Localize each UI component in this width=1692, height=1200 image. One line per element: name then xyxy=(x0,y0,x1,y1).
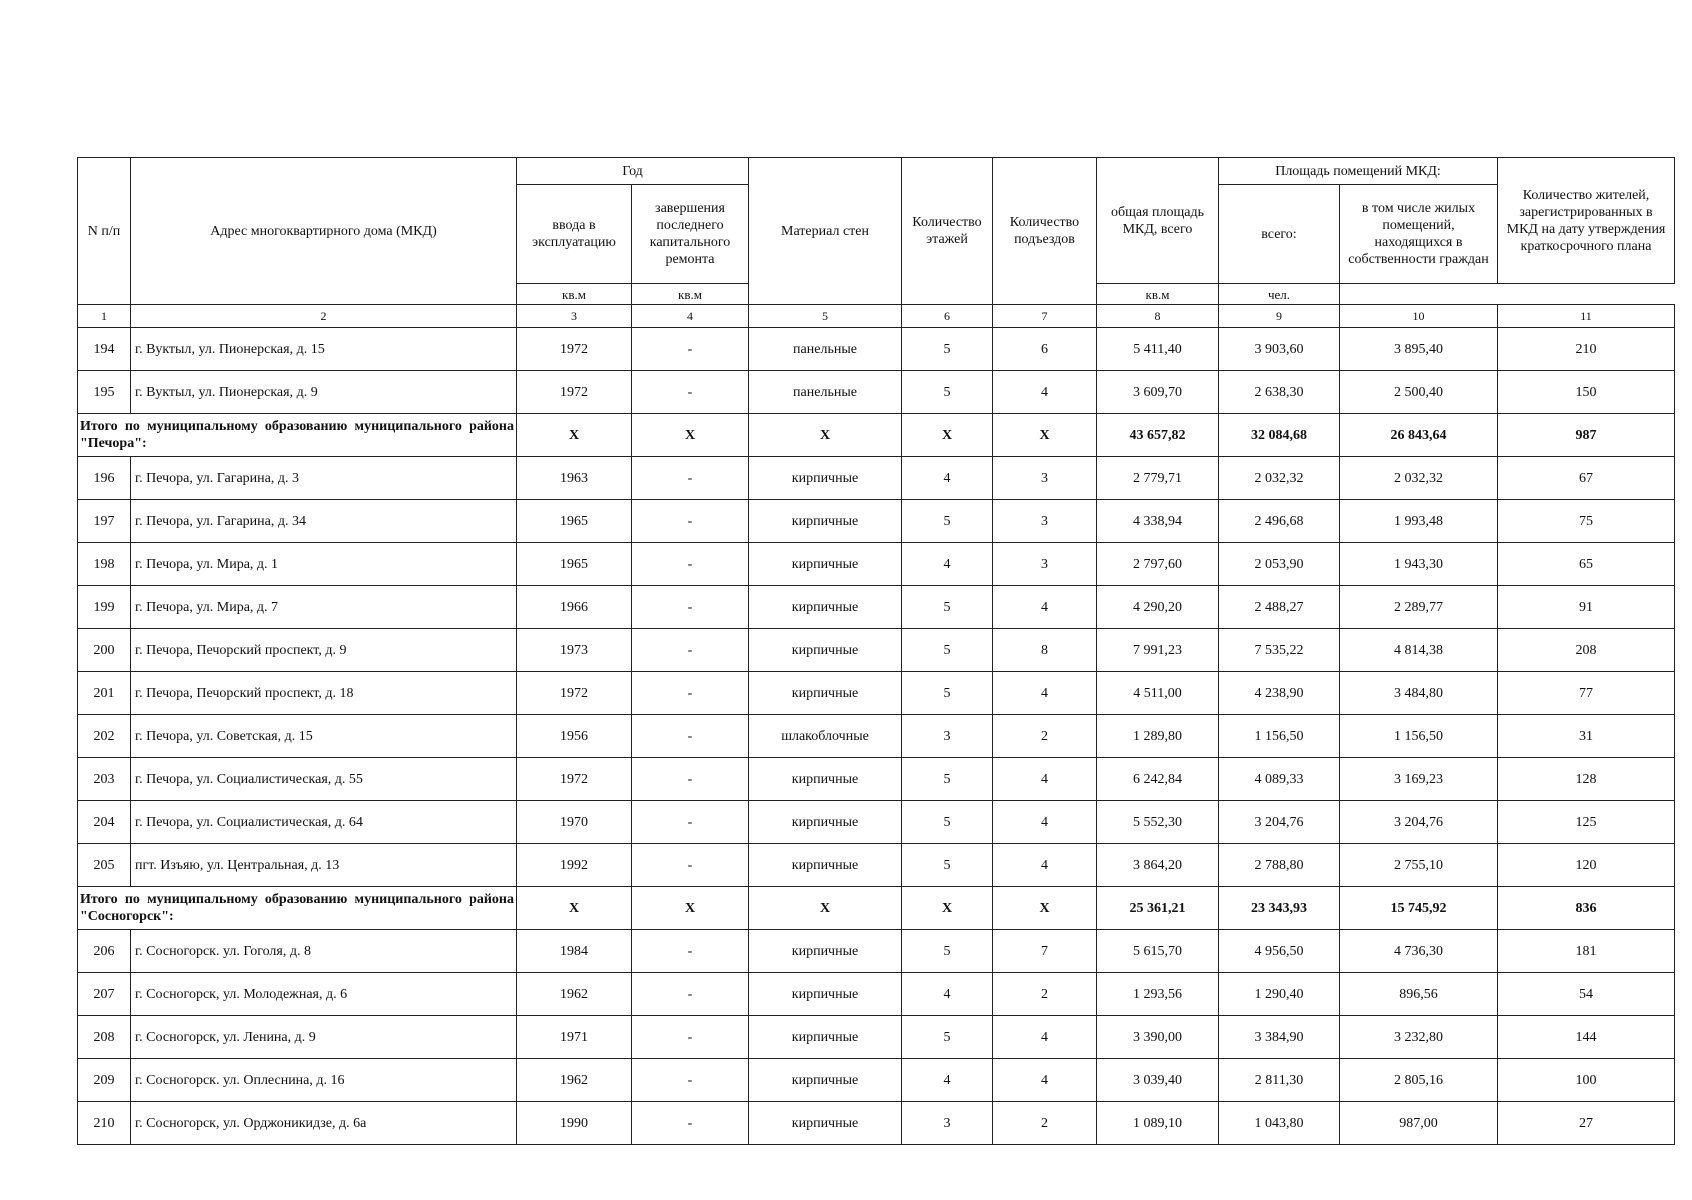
table-row xyxy=(78,1102,1675,1145)
table-row xyxy=(78,844,1675,887)
table-cell: 2 xyxy=(993,715,1097,758)
table-cell: 5 xyxy=(902,629,993,672)
table-cell: 27 xyxy=(1498,1102,1675,1145)
address-cell: г. Печора, ул. Мира, д. 7 xyxy=(131,586,517,629)
column-number: 4 xyxy=(632,305,749,328)
total-cell: 26 843,64 xyxy=(1340,414,1498,457)
table-cell: кирпичные xyxy=(749,1102,902,1145)
table-cell: 2 638,30 xyxy=(1219,371,1340,414)
table-cell: 4 xyxy=(993,672,1097,715)
table-row xyxy=(78,500,1675,543)
table-cell: 3 xyxy=(902,1102,993,1145)
column-number: 3 xyxy=(517,305,632,328)
table-cell: 7 991,23 xyxy=(1097,629,1219,672)
table-cell: 1 043,80 xyxy=(1219,1102,1340,1145)
address-cell: г. Сосногорск, ул. Ленина, д. 9 xyxy=(131,1016,517,1059)
table-cell: 5 xyxy=(902,930,993,973)
table-cell: 1970 xyxy=(517,801,632,844)
table-cell: 1972 xyxy=(517,758,632,801)
column-number: 6 xyxy=(902,305,993,328)
table-cell: 4 290,20 xyxy=(1097,586,1219,629)
table-cell: 4 xyxy=(993,758,1097,801)
table-cell: 144 xyxy=(1498,1016,1675,1059)
row-number: 203 xyxy=(78,758,131,801)
address-cell: г. Печора, ул. Социалистическая, д. 55 xyxy=(131,758,517,801)
table-row xyxy=(78,930,1675,973)
table-row xyxy=(78,758,1675,801)
column-number-row xyxy=(78,305,1675,328)
table-cell: 1992 xyxy=(517,844,632,887)
total-label: Итого по муниципальному образованию муниципального района "Печора": xyxy=(78,414,517,457)
table-cell: 1972 xyxy=(517,328,632,371)
table-cell: кирпичные xyxy=(749,1059,902,1102)
table-row xyxy=(78,973,1675,1016)
table-cell: 128 xyxy=(1498,758,1675,801)
table-cell: - xyxy=(632,1016,749,1059)
table-cell: 77 xyxy=(1498,672,1675,715)
table-cell: 4 xyxy=(993,586,1097,629)
table-cell: кирпичные xyxy=(749,930,902,973)
table-cell: 5 xyxy=(902,844,993,887)
table-cell: 2 788,80 xyxy=(1219,844,1340,887)
table-cell: 1962 xyxy=(517,1059,632,1102)
total-cell: 836 xyxy=(1498,887,1675,930)
row-number: 201 xyxy=(78,672,131,715)
table-cell: 67 xyxy=(1498,457,1675,500)
row-number: 200 xyxy=(78,629,131,672)
table-cell: кирпичные xyxy=(749,543,902,586)
table-cell: 2 755,10 xyxy=(1340,844,1498,887)
table-cell: шлакоблочные xyxy=(749,715,902,758)
table-cell: 2 779,71 xyxy=(1097,457,1219,500)
table-cell: 2 500,40 xyxy=(1340,371,1498,414)
table-cell: - xyxy=(632,1102,749,1145)
table-cell: 6 242,84 xyxy=(1097,758,1219,801)
table-cell: 3 xyxy=(902,715,993,758)
address-cell: г. Сосногорск, ул. Молодежная, д. 6 xyxy=(131,973,517,1016)
unit-cell: кв.м xyxy=(632,284,749,305)
header-year-group: Год xyxy=(517,158,749,185)
table-row xyxy=(78,801,1675,844)
table-cell: кирпичные xyxy=(749,586,902,629)
table-cell: 4 xyxy=(993,1016,1097,1059)
table-cell: 1984 xyxy=(517,930,632,973)
total-cell: X xyxy=(749,887,902,930)
row-number: 210 xyxy=(78,1102,131,1145)
table-cell: 2 053,90 xyxy=(1219,543,1340,586)
header-area-residential: в том числе жилых помещений, находящихся в собственности граждан xyxy=(1340,185,1498,284)
table-cell: 1990 xyxy=(517,1102,632,1145)
table-cell: 1 089,10 xyxy=(1097,1102,1219,1145)
total-row xyxy=(78,414,1675,457)
address-cell: г. Сосногорск, ул. Орджоникидзе, д. 6а xyxy=(131,1102,517,1145)
table-cell: 1956 xyxy=(517,715,632,758)
column-number: 7 xyxy=(993,305,1097,328)
table-cell: 6 xyxy=(993,328,1097,371)
row-number: 196 xyxy=(78,457,131,500)
table-cell: 208 xyxy=(1498,629,1675,672)
table-cell: 4 736,30 xyxy=(1340,930,1498,973)
table-cell: 4 xyxy=(902,1059,993,1102)
table-body xyxy=(78,328,1675,1145)
table-row xyxy=(78,1016,1675,1059)
table-cell: 3 864,20 xyxy=(1097,844,1219,887)
row-number: 199 xyxy=(78,586,131,629)
table-cell: - xyxy=(632,715,749,758)
total-cell: X xyxy=(517,887,632,930)
table-cell: - xyxy=(632,629,749,672)
table-cell: 210 xyxy=(1498,328,1675,371)
row-number: 205 xyxy=(78,844,131,887)
table-cell: 5 411,40 xyxy=(1097,328,1219,371)
table-cell: - xyxy=(632,543,749,586)
total-cell: X xyxy=(993,414,1097,457)
table-cell: 3 895,40 xyxy=(1340,328,1498,371)
table-cell: 4 xyxy=(993,844,1097,887)
table-cell: 987,00 xyxy=(1340,1102,1498,1145)
row-number: 208 xyxy=(78,1016,131,1059)
address-cell: г. Вуктыл, ул. Пионерская, д. 15 xyxy=(131,328,517,371)
total-label: Итого по муниципальному образованию муниципального района "Сосногорск": xyxy=(78,887,517,930)
table-cell: 2 797,60 xyxy=(1097,543,1219,586)
table-cell: - xyxy=(632,758,749,801)
table-cell: 2 488,27 xyxy=(1219,586,1340,629)
table-cell: 3 204,76 xyxy=(1340,801,1498,844)
table-cell: кирпичные xyxy=(749,629,902,672)
table-row xyxy=(78,586,1675,629)
header-num: N п/п xyxy=(78,158,131,305)
total-cell: X xyxy=(632,414,749,457)
header-year-in: ввода в эксплуатацию xyxy=(517,185,632,284)
address-cell: г. Сосногорск. ул. Оплеснина, д. 16 xyxy=(131,1059,517,1102)
header-total-area: общая площадь МКД, всего xyxy=(1097,158,1219,284)
header-floors: Количество этажей xyxy=(902,158,993,305)
unit-cell: чел. xyxy=(1219,284,1340,305)
table-cell: 1965 xyxy=(517,543,632,586)
table-cell: - xyxy=(632,371,749,414)
table-cell: - xyxy=(632,801,749,844)
column-number: 9 xyxy=(1219,305,1340,328)
table-cell: - xyxy=(632,672,749,715)
table-cell: 3 390,00 xyxy=(1097,1016,1219,1059)
header-residents: Количество жителей, зарегистрированных в МКД на дату утверждения краткосрочного плана xyxy=(1498,158,1675,284)
table-cell: 4 338,94 xyxy=(1097,500,1219,543)
column-number: 1 xyxy=(78,305,131,328)
address-cell: г. Сосногорск. ул. Гоголя, д. 8 xyxy=(131,930,517,973)
table-cell: 4 xyxy=(993,801,1097,844)
total-row xyxy=(78,887,1675,930)
row-number: 195 xyxy=(78,371,131,414)
table-cell: 3 609,70 xyxy=(1097,371,1219,414)
table-cell: 7 xyxy=(993,930,1097,973)
table-cell: 4 956,50 xyxy=(1219,930,1340,973)
row-number: 198 xyxy=(78,543,131,586)
table-cell: панельные xyxy=(749,371,902,414)
table-cell: 91 xyxy=(1498,586,1675,629)
total-cell: 15 745,92 xyxy=(1340,887,1498,930)
table-cell: 4 xyxy=(993,371,1097,414)
header-wall-material: Материал стен xyxy=(749,158,902,305)
table-cell: 125 xyxy=(1498,801,1675,844)
table-cell: 3 169,23 xyxy=(1340,758,1498,801)
header-entrances: Количество подъездов xyxy=(993,158,1097,305)
table-cell: 4 089,33 xyxy=(1219,758,1340,801)
table-cell: 65 xyxy=(1498,543,1675,586)
header-area-group: Площадь помещений МКД: xyxy=(1219,158,1498,185)
table-cell: 5 xyxy=(902,328,993,371)
table-cell: 1 993,48 xyxy=(1340,500,1498,543)
table-cell: 5 xyxy=(902,1016,993,1059)
table-row xyxy=(78,629,1675,672)
total-cell: X xyxy=(749,414,902,457)
table-cell: 3 039,40 xyxy=(1097,1059,1219,1102)
header-year-repair: завершения последнего капитального ремонта xyxy=(632,185,749,284)
table-cell: кирпичные xyxy=(749,1016,902,1059)
address-cell: г. Печора, Печорский проспект, д. 18 xyxy=(131,672,517,715)
column-number: 8 xyxy=(1097,305,1219,328)
table-cell: - xyxy=(632,457,749,500)
total-cell: 32 084,68 xyxy=(1219,414,1340,457)
table-cell: 1 156,50 xyxy=(1219,715,1340,758)
row-number: 197 xyxy=(78,500,131,543)
header-area-all: всего: xyxy=(1219,185,1340,284)
table-cell: кирпичные xyxy=(749,844,902,887)
table-cell: 4 238,90 xyxy=(1219,672,1340,715)
table-cell: 3 903,60 xyxy=(1219,328,1340,371)
total-cell: 23 343,93 xyxy=(1219,887,1340,930)
address-cell: г. Печора, ул. Социалистическая, д. 64 xyxy=(131,801,517,844)
address-cell: пгт. Изъяю, ул. Центральная, д. 13 xyxy=(131,844,517,887)
total-cell: 987 xyxy=(1498,414,1675,457)
table-cell: 1962 xyxy=(517,973,632,1016)
table-cell: 2 496,68 xyxy=(1219,500,1340,543)
address-cell: г. Печора, ул. Гагарина, д. 3 xyxy=(131,457,517,500)
table-cell: 1 943,30 xyxy=(1340,543,1498,586)
table-cell: 4 511,00 xyxy=(1097,672,1219,715)
table-cell: 7 535,22 xyxy=(1219,629,1340,672)
table-row xyxy=(78,1059,1675,1102)
row-number: 209 xyxy=(78,1059,131,1102)
row-number: 207 xyxy=(78,973,131,1016)
table-cell: 4 xyxy=(993,1059,1097,1102)
total-cell: X xyxy=(517,414,632,457)
table-cell: 2 805,16 xyxy=(1340,1059,1498,1102)
table-cell: 2 032,32 xyxy=(1219,457,1340,500)
table-cell: - xyxy=(632,844,749,887)
table-cell: - xyxy=(632,586,749,629)
table-cell: 1966 xyxy=(517,586,632,629)
table-cell: - xyxy=(632,500,749,543)
header-address: Адрес многоквартирного дома (МКД) xyxy=(131,158,517,305)
table-cell: кирпичные xyxy=(749,500,902,543)
row-number: 206 xyxy=(78,930,131,973)
table-cell: панельные xyxy=(749,328,902,371)
table-row xyxy=(78,457,1675,500)
row-number: 202 xyxy=(78,715,131,758)
table-cell: 5 xyxy=(902,801,993,844)
table-cell: 3 xyxy=(993,543,1097,586)
table-cell: 54 xyxy=(1498,973,1675,1016)
column-number: 11 xyxy=(1498,305,1675,328)
table-cell: 100 xyxy=(1498,1059,1675,1102)
address-cell: г. Печора, ул. Советская, д. 15 xyxy=(131,715,517,758)
column-number: 5 xyxy=(749,305,902,328)
table-cell: 5 615,70 xyxy=(1097,930,1219,973)
table-cell: 4 xyxy=(902,457,993,500)
mkd-table xyxy=(77,157,1675,1145)
row-number: 194 xyxy=(78,328,131,371)
address-cell: г. Вуктыл, ул. Пионерская, д. 9 xyxy=(131,371,517,414)
address-cell: г. Печора, Печорский проспект, д. 9 xyxy=(131,629,517,672)
table-cell: кирпичные xyxy=(749,672,902,715)
table-cell: 2 289,77 xyxy=(1340,586,1498,629)
table-cell: 896,56 xyxy=(1340,973,1498,1016)
table-cell: 5 xyxy=(902,500,993,543)
table-cell: 120 xyxy=(1498,844,1675,887)
address-cell: г. Печора, ул. Гагарина, д. 34 xyxy=(131,500,517,543)
table-cell: 2 811,30 xyxy=(1219,1059,1340,1102)
table-cell: 150 xyxy=(1498,371,1675,414)
table-cell: кирпичные xyxy=(749,973,902,1016)
table-cell: 1 290,40 xyxy=(1219,973,1340,1016)
table-cell: кирпичные xyxy=(749,758,902,801)
total-cell: X xyxy=(632,887,749,930)
table-cell: 1 293,56 xyxy=(1097,973,1219,1016)
table-cell: 1972 xyxy=(517,672,632,715)
table-cell: 3 484,80 xyxy=(1340,672,1498,715)
unit-cell: кв.м xyxy=(517,284,632,305)
table-cell: - xyxy=(632,973,749,1016)
table-cell: 5 xyxy=(902,672,993,715)
table-cell: 3 xyxy=(993,457,1097,500)
table-cell: 5 552,30 xyxy=(1097,801,1219,844)
column-number: 2 xyxy=(131,305,517,328)
table-cell: 4 814,38 xyxy=(1340,629,1498,672)
table-cell: 181 xyxy=(1498,930,1675,973)
table-cell: 1963 xyxy=(517,457,632,500)
row-number: 204 xyxy=(78,801,131,844)
table-cell: 5 xyxy=(902,586,993,629)
table-row xyxy=(78,543,1675,586)
table-cell: 2 xyxy=(993,1102,1097,1145)
table-cell: 5 xyxy=(902,758,993,801)
table-cell: 4 xyxy=(902,973,993,1016)
table-cell: 8 xyxy=(993,629,1097,672)
table-cell: 4 xyxy=(902,543,993,586)
table-cell: 3 232,80 xyxy=(1340,1016,1498,1059)
total-cell: X xyxy=(993,887,1097,930)
table-cell: - xyxy=(632,930,749,973)
table-cell: 1972 xyxy=(517,371,632,414)
table-cell: кирпичные xyxy=(749,801,902,844)
table-cell: 31 xyxy=(1498,715,1675,758)
table-cell: 3 384,90 xyxy=(1219,1016,1340,1059)
table-cell: 2 032,32 xyxy=(1340,457,1498,500)
table-cell: 1965 xyxy=(517,500,632,543)
table-cell: - xyxy=(632,328,749,371)
table-cell: 1 156,50 xyxy=(1340,715,1498,758)
total-cell: 43 657,82 xyxy=(1097,414,1219,457)
total-cell: 25 361,21 xyxy=(1097,887,1219,930)
table-cell: 2 xyxy=(993,973,1097,1016)
table-cell: 1971 xyxy=(517,1016,632,1059)
table-row xyxy=(78,371,1675,414)
table-cell: 3 204,76 xyxy=(1219,801,1340,844)
table-cell: 1973 xyxy=(517,629,632,672)
column-number: 10 xyxy=(1340,305,1498,328)
table-cell: 5 xyxy=(902,371,993,414)
total-cell: X xyxy=(902,414,993,457)
table-cell: кирпичные xyxy=(749,457,902,500)
total-cell: X xyxy=(902,887,993,930)
table-row xyxy=(78,715,1675,758)
table-cell: 3 xyxy=(993,500,1097,543)
table-cell: - xyxy=(632,1059,749,1102)
address-cell: г. Печора, ул. Мира, д. 1 xyxy=(131,543,517,586)
table-cell: 75 xyxy=(1498,500,1675,543)
table-row xyxy=(78,672,1675,715)
table-cell: 1 289,80 xyxy=(1097,715,1219,758)
unit-cell: кв.м xyxy=(1097,284,1219,305)
table-row xyxy=(78,328,1675,371)
